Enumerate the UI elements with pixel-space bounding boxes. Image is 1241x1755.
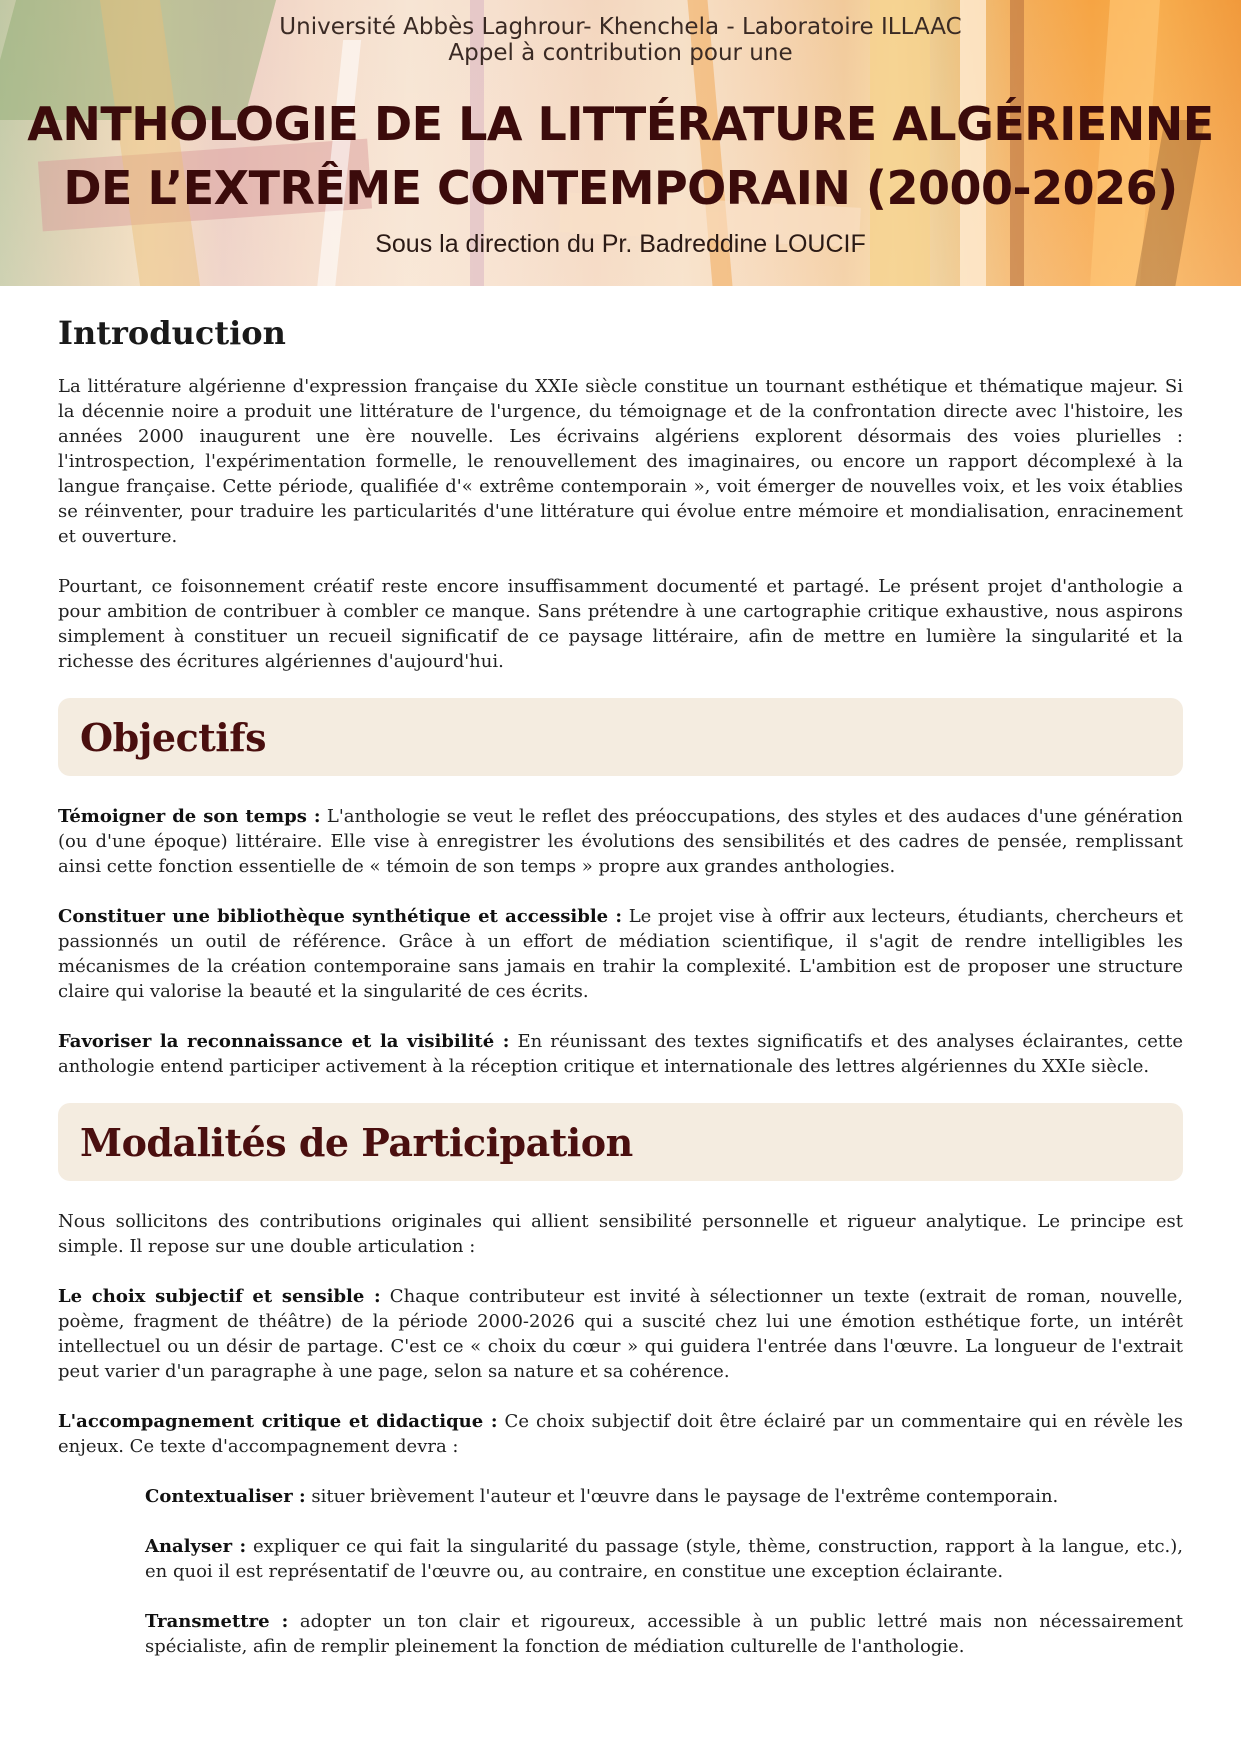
objectif-item-text: En réunissant des textes significatifs et des analyses éclairantes, cette anthologie entend participer activement à la réception critique et internationale des lettres algériennes du XXIe siècle. (58, 1031, 1184, 1077)
modalites-intro: Nous sollicitons des contributions originales qui allient sensibilité personnelle et rigueur analytique. Le principe est simple. Il repose sur une double articulation : (58, 1211, 1183, 1257)
objectif-item (58, 804, 1183, 879)
call-line: Appel à contribution pour une (448, 40, 793, 66)
modalite-subitem-lead: Contextualiser : (145, 1486, 306, 1507)
modalite-subitem (145, 1484, 1183, 1509)
document-title (0, 92, 1241, 220)
modalite-item-lead: Le choix subjectif et sensible : (58, 1286, 381, 1307)
modalite-subitem (145, 1534, 1183, 1584)
objectif-item-lead: Favoriser la reconnaissance et la visibilité : (58, 1031, 510, 1052)
modalite-subitem-text: adopter un ton clair et rigoureux, accessible à un public lettré mais non nécessairement spécialiste, afin de remplir pleinement la fonction de médiation culturelle de l'anthologie. (145, 1611, 1183, 1657)
modalite-item-lead: L'accompagnement critique et didactique : (58, 1411, 498, 1432)
objectif-item-text: L'anthologie se veut le reflet des préoccupations, des styles et des audaces d'une génération (ou d'une époque) littéraire. Elle vise à enregistrer les évolutions des sensibilités et des cadres de pensée, remplissant ainsi cette fonction essentielle de « témoin de son temps » propre aux grandes anthologies. (58, 806, 1184, 877)
introduction-heading: Introduction (58, 314, 286, 352)
title-line-1: ANTHOLOGIE DE LA LITTÉRATURE ALGÉRIENNE (27, 97, 1214, 151)
accompaniment-subitems (145, 1484, 1183, 1659)
modalite-item-text: Ce choix subjectif doit être éclairé par un commentaire qui en révèle les enjeux. Ce texte d'accompagnement devra : (58, 1411, 1183, 1457)
modalite-item (58, 1284, 1183, 1384)
objectifs-heading: Objectifs (80, 714, 266, 760)
document-body (58, 310, 1183, 1659)
objectif-item (58, 904, 1183, 1004)
direction-line: Sous la direction du Pr. Badreddine LOUCIF (375, 230, 866, 258)
modalites-heading: Modalités de Participation (80, 1119, 633, 1165)
header-banner (0, 0, 1241, 286)
modalite-subitem-text: expliquer ce qui fait la singularité du passage (style, thème, construction, rapport à la langue, etc.), en quoi il est représentatif de l'œuvre ou, au contraire, en constitue une exception éclairante. (145, 1536, 1183, 1582)
objectif-item-text: Le projet vise à offrir aux lecteurs, étudiants, chercheurs et passionnés un outil de référence. Grâce à un effort de médiation scientifique, il s'agit de rendre intelligibles les mécanismes de la création contemporaine sans jamais en trahir la complexité. L'ambition est de proposer une structure claire qui valorise la beauté et la singularité de ces écrits. (58, 906, 1183, 1002)
modalites-heading-box (58, 1103, 1183, 1181)
modalite-subitem-text: situer brièvement l'auteur et l'œuvre dans le paysage de l'extrême contemporain. (305, 1486, 1059, 1507)
modalite-item (58, 1409, 1183, 1459)
introduction-paragraph-2: Pourtant, ce foisonnement créatif reste encore insuffisamment documenté et partagé. Le présent projet d'anthologie a pour ambition de contribuer à combler ce manque. Sans prétendre à une cartographie critique exhaustive, nous aspirons simplement à constituer un recueil significatif de ce paysage littéraire, afin de mettre en lumière la singularité et la richesse des écritures algériennes d'aujourd'hui. (58, 576, 1183, 672)
objectifs-heading-box (58, 698, 1183, 776)
objectif-item (58, 1029, 1183, 1079)
modalite-subitem (145, 1609, 1183, 1659)
introduction-paragraph-1: La littérature algérienne d'expression française du XXIe siècle constitue un tournant esthétique et thématique majeur. Si la décennie noire a produit une littérature de l'urgence, du témoignage et de la confrontation directe avec l'histoire, les années 2000 inaugurent une ère nouvelle. Les écrivains algériens explorent désormais des voies plurielles : l'introspection, l'expérimentation formelle, le renouvellement des imaginaires, ou encore un rapport décomplexé à la langue française. Cette période, qualifiée d'« extrême contemporain », voit émerger de nouvelles voix, et les voix établies se réinventer, pour traduire les particularités d'une littérature qui évolue entre mémoire et mondialisation, enracinement et ouverture. (58, 376, 1183, 547)
title-line-2: DE L’EXTRÊME CONTEMPORAIN (2000-2026) (63, 161, 1178, 215)
modalite-subitem-lead: Analyser : (145, 1536, 247, 1557)
modalite-subitem-lead: Transmettre : (145, 1611, 289, 1632)
objectif-item-lead: Constituer une bibliothèque synthétique et accessible : (58, 906, 623, 927)
modalite-item-text: Chaque contributeur est invité à sélectionner un texte (extrait de roman, nouvelle, poème, fragment de théâtre) de la période 2000-2026 qui a suscité chez lui une émotion esthétique forte, un intérêt intellectuel ou un désir de partage. C'est ce « choix du cœur » qui guidera l'entrée dans l'œuvre. La longueur de l'extrait peut varier d'un paragraphe à une page, selon sa nature et sa cohérence. (58, 1286, 1184, 1382)
university-line: Université Abbès Laghrour- Khenchela - Laboratoire ILLAAC (279, 14, 962, 40)
objectif-item-lead: Témoigner de son temps : (58, 806, 321, 827)
